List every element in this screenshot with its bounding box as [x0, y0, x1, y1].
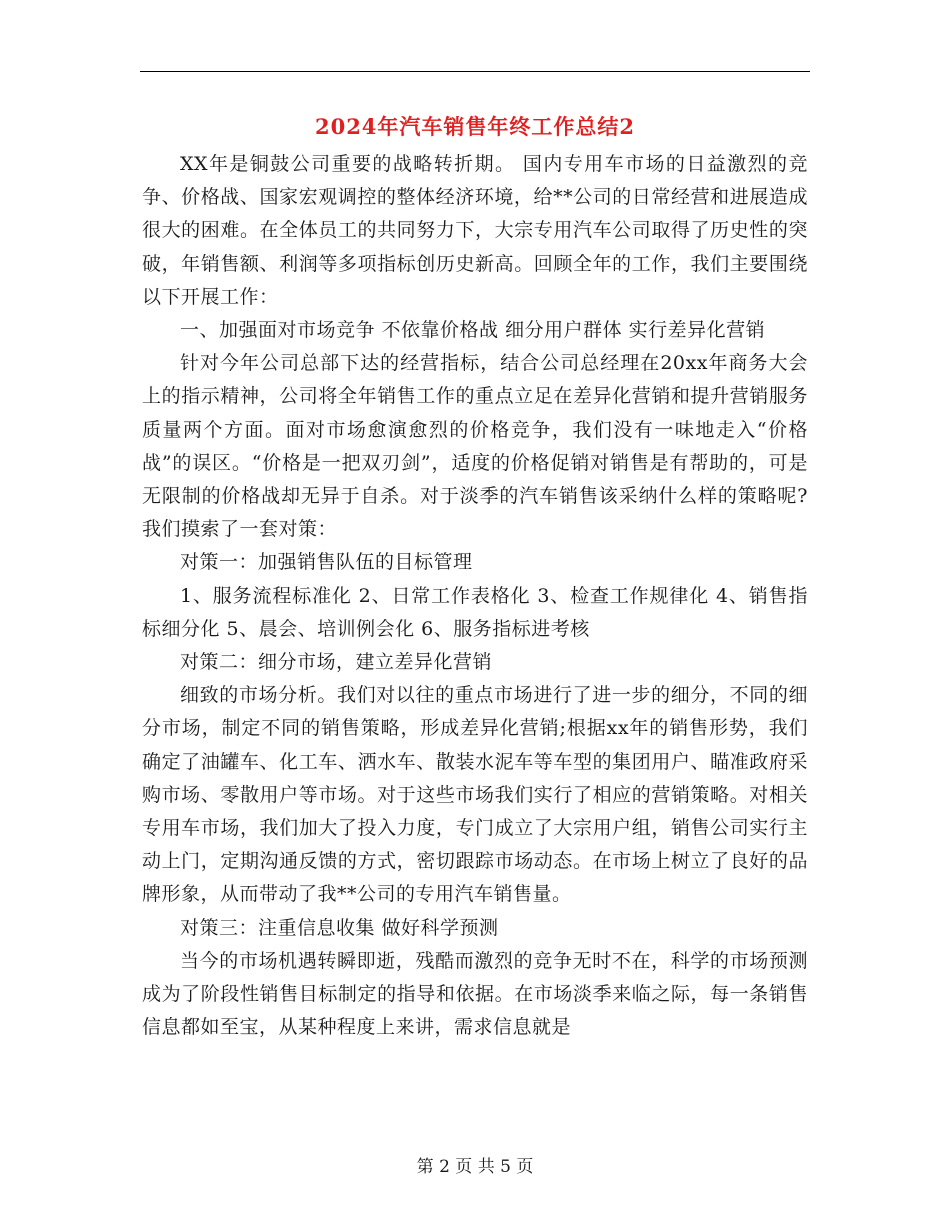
- paragraph-strategy-3-body: 当今的市场机遇转瞬即逝，残酷而激烈的竞争无时不在，科学的市场预测成为了阶段性销售目标制定的指导和依据。在市场淡季来临之际，每一条销售信息都如至宝，从某种程度上来讲，需求信息就是: [142, 949, 808, 1039]
- paragraph-strategy-1-heading: 对策一：加强销售队伍的目标管理: [180, 551, 473, 574]
- header-rule: [140, 71, 810, 72]
- paragraph-strategy-1-items: 1、服务流程标准化 2、日常工作表格化 3、检查工作规律化 4、销售指标细分化 5、晨会、培训例会化 6、服务指标进考核: [142, 584, 808, 640]
- document-title: 2024年汽车销售年终工作总结2: [314, 114, 636, 139]
- page-number-footer: 第 2 页 共 5 页: [416, 1157, 534, 1177]
- paragraph-strategy-2-heading: 对策二：细分市场，建立差异化营销: [180, 651, 493, 674]
- paragraph-heading-1: 一、加强面对市场竞争 不依靠价格战 细分用户群体 实行差异化营销: [180, 319, 766, 342]
- paragraph-strategy-3-heading: 对策三：注重信息收集 做好科学预测: [180, 916, 499, 939]
- paragraph-strategy-2-body: 细致的市场分析。我们对以往的重点市场进行了进一步的细分，不同的细分市场，制定不同的销售策略，形成差异化营销;根据xx年的销售形势，我们确定了油罐车、化工车、洒水车、散装水泥车等车型的集团用户、瞄准政府采购市场、零散用户等市场。对于这些市场我们实行了相应的营销策略。对相关专用车市场，我们加大了投入力度，专门成立了大宗用户组，销售公司实行主动上门，定期沟通反馈的方式，密切跟踪市场动态。在市场上树立了良好的品牌形象，从而带动了我**公司的专用汽车销售量。: [142, 684, 808, 906]
- paragraph-intro: XX年是铜鼓公司重要的战略转折期。 国内专用车市场的日益激烈的竞争、价格战、国家宏观调控的整体经济环境，给**公司的日常经营和进展造成很大的困难。在全体员工的共同努力下，大宗专用汽车公司取得了历史性的突破，年销售额、利润等多项指标创历史新高。回顾全年的工作，我们主要围绕以下开展工作：: [142, 153, 808, 308]
- paragraph-strategy-context: 针对今年公司总部下达的经营指标，结合公司总经理在20xx年商务大会上的指示精神，公司将全年销售工作的重点立足在差异化营销和提升营销服务质量两个方面。面对市场愈演愈烈的价格竞争，我们没有一味地走入“价格战”的误区。“价格是一把双刃剑”，适度的价格促销对销售是有帮助的，可是无限制的价格战却无异于自杀。对于淡季的汽车销售该采纳什么样的策略呢?我们摸索了一套对策：: [142, 352, 808, 541]
- document-body: [142, 148, 808, 1044]
